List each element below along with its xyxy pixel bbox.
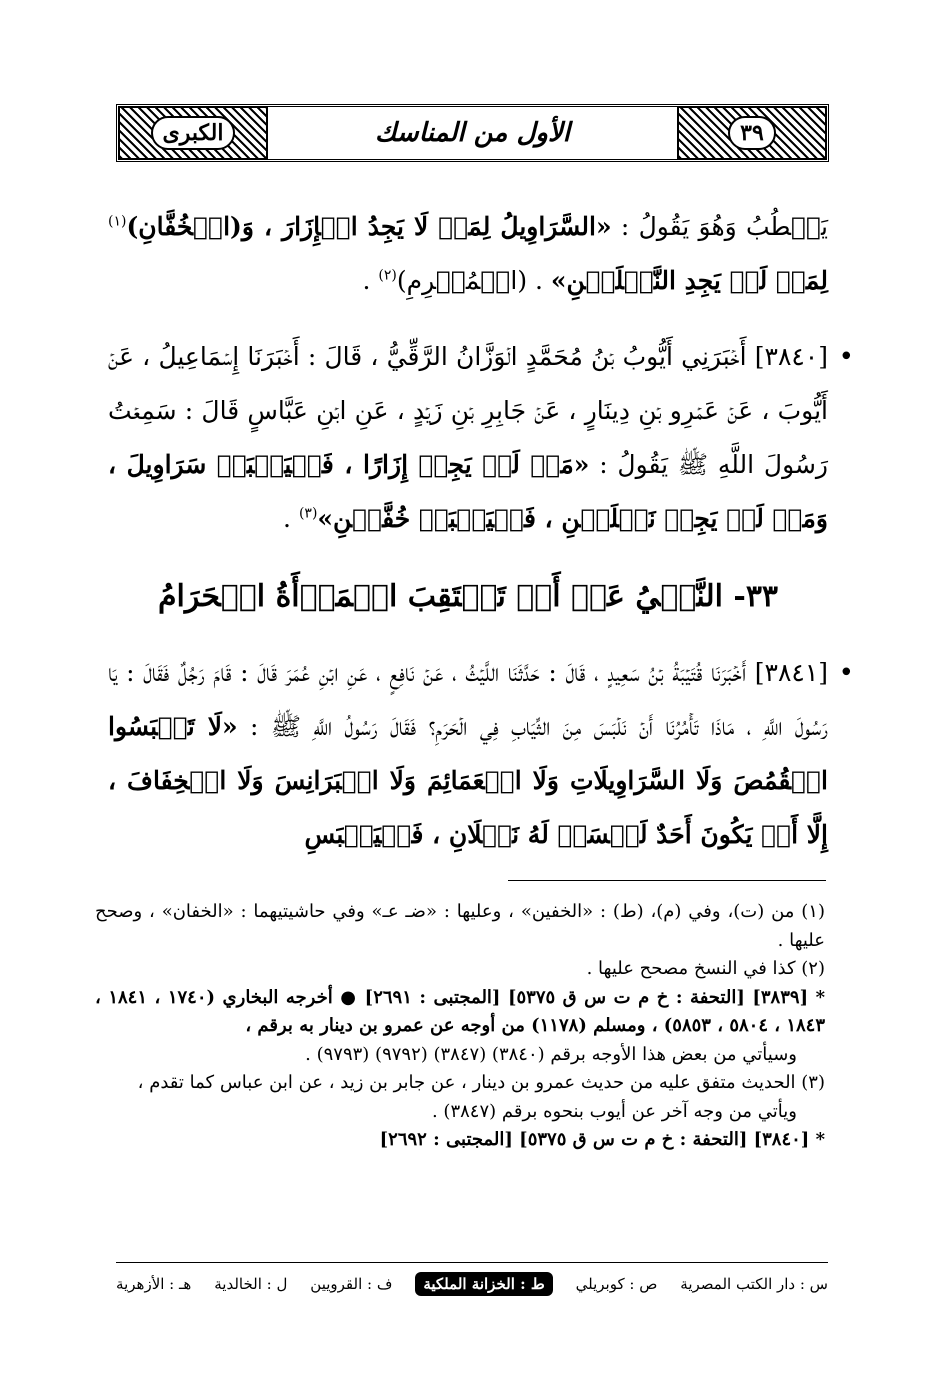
footnote-ref-1: (١) xyxy=(108,213,127,230)
section-heading: ٣٣- النَّهۡيُ عَنۡ أَنۡ تَنۡتَقِبَ الۡمَرۡأَةُ الۡحَرَامُ xyxy=(157,579,779,614)
para1-tail: . (الۡمُحۡرِمِ) xyxy=(396,266,551,295)
legend-ha: هـ : الأزهرية xyxy=(116,1275,192,1293)
legend-fa: ف : القرويين xyxy=(310,1275,393,1293)
footnotes xyxy=(95,898,825,1155)
legend-s: س : دار الكتب المصرية xyxy=(680,1275,828,1293)
para1-quote2: لِمَنۡ لَمۡ يَجِدِ النَّعۡلَيۡنِ» xyxy=(550,266,828,295)
footnote-separator xyxy=(508,880,826,881)
header-ornament-left xyxy=(678,107,826,159)
page-number: ٣٩ xyxy=(728,116,776,150)
footnote-ref-2: (٢) xyxy=(378,267,397,284)
note-3840: * [٣٨٤٠] [التحفة : خ م ت س ق ٥٣٧٥] [المجتبى : ٢٦٩٢] xyxy=(379,1129,825,1150)
hadith-text: «لَا تَلۡبَسُوا الۡقُمُصَ وَلَا السَّرَاوِيلَاتِ وَلَا الۡعَمَائِمَ وَلَا الۡبَرَانِسَ وَلَا الۡخِفَافَ ، إِلَّا أَنۡ يَكُونَ أَحَدٌ لَيۡسَتۡ لَهُ نَعۡلَانِ ، فَلۡيَلۡبَسِ xyxy=(108,712,828,849)
footnote-3b: ويأتي من وجه آخر عن أيوب بنحوه برقم (٣٨٤٧) . xyxy=(431,1100,797,1122)
legend-separator xyxy=(116,1262,828,1263)
hadith-chain: أَخۡبَرَنَا قُتَيۡبَةُ بۡنُ سَعِيدٍ ، قَالَ : حَدَّثَنَا اللَّيۡثُ ، عَنۡ نَافِعٍ ، عَنِ ابۡنِ عُمَرَ قَالَ : قَامَ رَجُلٌ فَقَالَ : يَا رَسُولَ اللَّهِ ، مَاذَا تَأۡمُرُنَا أَنۡ نَلۡبَسَ مِنَ الثِّيَابِ فِي الۡحَرَمِ؟ فَقَالَ رَسُولُ اللَّهِ ﷺ : xyxy=(108,658,828,741)
paragraph-1 xyxy=(108,200,828,308)
hadith-chain: أَخۡبَرَنِي أَيُّوبُ بۡنُ مُحَمَّدٍ الۡوَزَّانُ الرَّقِّيُّ ، قَالَ : أَخۡبَرَنَا إِسۡمَاعِيلُ ، عَنۡ أَيُّوبَ ، عَنۡ عَمۡرِو بۡنِ دِينَارٍ ، عَنۡ جَابِرِ بۡنِ زَيۡدٍ ، عَنِ ابۡنِ عَبَّاسٍ قَالَ : سَمِعۡتُ رَسُولَ اللَّهِ ﷺ يَقُولُ : xyxy=(108,342,829,479)
hadith-3841 xyxy=(108,646,828,862)
para1-quote1: «السَّرَاوِيلُ لِمَنۡ لَا يَجِدُ الۡإِزَارَ ، وَ(الۡخُفَّانِ) xyxy=(126,212,612,241)
legend-sad: ص : كوبريلي xyxy=(575,1275,658,1293)
hadith-number: [٣٨٤١] xyxy=(746,658,829,687)
para2-end: . xyxy=(283,504,299,533)
hadith-text: «مَنۡ لَمۡ يَجِدۡ إِزَارًا ، فَلۡيَلۡبَسۡ سَرَاوِيلَ ، وَمَنۡ لَمۡ يَجِدۡ نَعۡلَيۡنِ ، فَلۡيَلۡبَسۡ خُفَّيۡنِ» xyxy=(108,450,828,533)
legend-lam: ل : الخالدية xyxy=(214,1275,288,1293)
note-3839-a: * [٣٨٣٩] [التحفة : خ م ت س ق ٥٣٧٥] [المجتبى : ٢٦٩١] ● أخرجه البخاري (١٧٤٠ ، ١٨٤١ ، ١٨٤٣ ، ٥٨٠٤ ، ٥٨٥٣) ، ومسلم (١١٧٨) من أوجه عن عمرو بن دينار به برقم ، xyxy=(95,986,826,1036)
book-badge: الكبرى xyxy=(151,116,236,150)
footnote-1: (١) من (ت)، وفي (م)، (ط) : «الخفين» ، وعليها : «ضـ عـ» وفي حاشيتيهما : «الخفان» ، وصحح عليها . xyxy=(95,901,825,951)
para1-lead: يَخۡطُبُ وَهُوَ يَقُولُ : xyxy=(611,212,828,241)
note-3839-b: وسيأتي من بعض هذا الأوجه برقم (٣٨٤٠) (٣٨٤٧) (٩٧٩٢) (٩٧٩٣) . xyxy=(305,1043,797,1065)
footnote-3a: (٣) الحديث متفق عليه من حديث عمرو بن دينار ، عن جابر بن زيد ، عن ابن عباس كما تقدم ، xyxy=(137,1072,825,1093)
hadith-number: [٣٨٤٠] xyxy=(746,342,828,371)
footnote-2: (٢) كذا في النسخ مصحح عليها . xyxy=(586,958,825,979)
legend-ta: ط : الخزانة الملكية xyxy=(415,1272,552,1296)
footnote-ref-3: (٣) xyxy=(298,505,318,522)
page-header xyxy=(116,104,829,162)
chapter-title: الأول من المناسك xyxy=(267,107,678,159)
manuscript-legend xyxy=(116,1272,828,1296)
header-ornament-right xyxy=(119,107,267,159)
para1-end: . xyxy=(362,266,379,295)
main-text xyxy=(108,200,828,862)
hadith-3840 xyxy=(108,330,828,546)
